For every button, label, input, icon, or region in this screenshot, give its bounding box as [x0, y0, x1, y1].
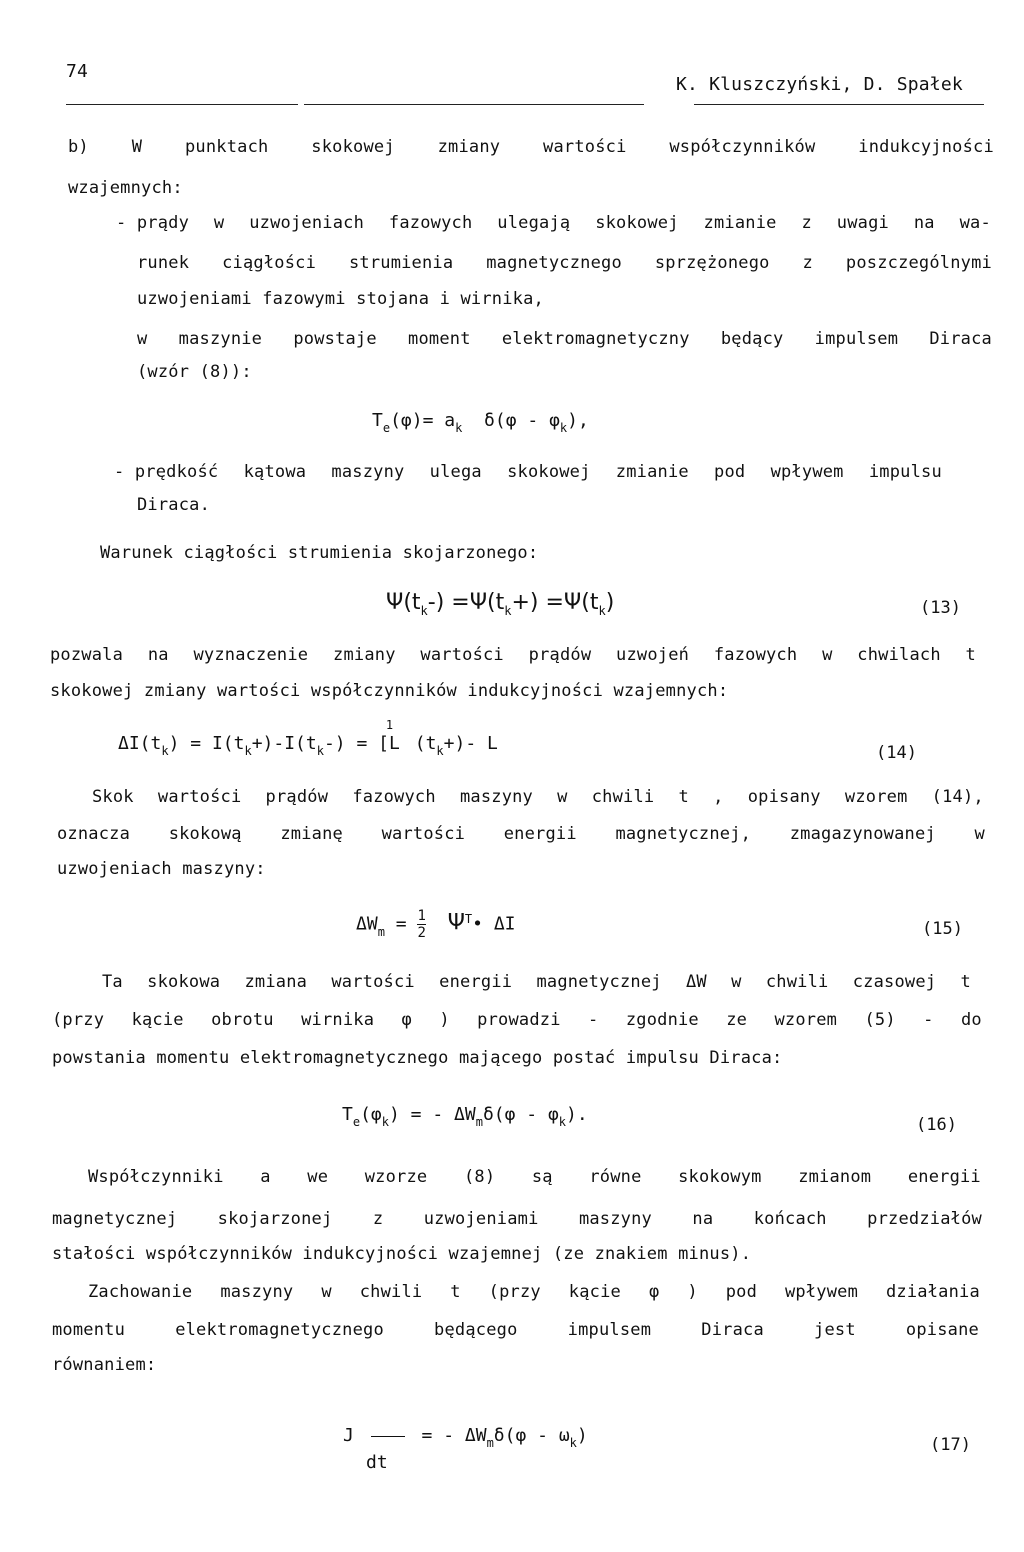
word: na	[147, 645, 169, 665]
word: Ta	[102, 972, 123, 992]
text-line: stałości współczynników indukcyjności wzajemnej (ze znakiem minus).	[52, 1244, 752, 1264]
word: Współczynniki	[88, 1167, 224, 1187]
word: kącie	[568, 1282, 621, 1302]
text-line	[88, 1284, 980, 1301]
equation-15: $\Delta W_m$ = $\frac{1}{2}$ $\Psi^T•$ ΔI	[356, 908, 516, 941]
word: t	[960, 972, 971, 992]
word: fazowych	[388, 213, 473, 233]
word: elektromagnetycznego	[175, 1320, 384, 1340]
word: impulsem	[814, 329, 899, 349]
text-line	[88, 1169, 981, 1186]
word: prądów	[265, 787, 329, 807]
word: ,	[713, 787, 724, 807]
text-line	[92, 789, 984, 806]
equation-number-14: (14)	[876, 743, 917, 763]
word: kątowa	[243, 462, 307, 482]
word: powstaje	[293, 329, 377, 349]
word: runek	[137, 253, 190, 273]
word: t	[678, 787, 689, 807]
word: pozwala	[50, 645, 124, 665]
word: równe	[589, 1167, 642, 1187]
word: - prądy	[116, 213, 190, 233]
text-line	[68, 139, 994, 156]
word: z	[801, 213, 812, 233]
word: energii	[907, 1167, 981, 1187]
word: wartości	[381, 824, 466, 844]
word: wyznaczenie	[193, 645, 309, 665]
word: zmagazynowanej	[789, 824, 936, 844]
word: skokowej	[311, 137, 395, 157]
header-rule	[304, 104, 644, 105]
header-rule	[66, 104, 298, 105]
word: w	[213, 213, 225, 233]
word: na	[913, 213, 935, 233]
word: wartości	[157, 787, 242, 807]
word: )	[687, 1282, 698, 1302]
word: sprzężonego	[654, 253, 770, 273]
word: magnetycznego	[486, 253, 622, 273]
word: impulsu	[868, 462, 942, 482]
word: elektromagnetyczny	[501, 329, 690, 349]
word: opisane	[905, 1320, 979, 1340]
word: W	[131, 137, 143, 157]
word: ΔW	[685, 972, 707, 992]
text-line	[50, 647, 976, 664]
word: punktach	[184, 137, 269, 157]
word: chwili	[591, 787, 655, 807]
word: ulega	[429, 462, 482, 482]
word: (5)	[864, 1010, 896, 1030]
word: we	[307, 1167, 329, 1187]
word: wzorem	[774, 1010, 838, 1030]
equation-number-16: (16)	[916, 1115, 957, 1135]
word: )	[439, 1010, 450, 1030]
equation-14: $\Delta I(t_k) = I(t_k+)-I(t_k-) = [L^1$ $(t_k+)-$ L	[118, 718, 498, 758]
word: zmianę	[280, 824, 343, 844]
word: wa-	[959, 213, 991, 233]
word: wartości	[331, 972, 415, 992]
page-number: 74	[66, 61, 89, 82]
word: opisany	[747, 787, 821, 807]
word: magnetycznej	[536, 972, 662, 992]
word: ciągłości	[222, 253, 317, 273]
equation-16: $T_e(\varphi_k)$ = - $\Delta W_m\delta(\varphi - \varphi_k)$.	[342, 1104, 588, 1129]
word: chwilach	[857, 645, 941, 665]
equation-13: $\Psi(t_k-) =\Psi(t_k+) =\Psi(t_k)$	[386, 590, 615, 618]
word: prądów	[528, 645, 592, 665]
word: Zachowanie	[88, 1282, 193, 1302]
text-line	[114, 464, 942, 481]
word: wzorze	[364, 1167, 428, 1187]
word: t	[450, 1282, 461, 1302]
word: będącego	[434, 1320, 518, 1340]
word: chwili	[359, 1282, 423, 1302]
word: wirnika	[301, 1010, 375, 1030]
header-rule	[694, 104, 984, 105]
word: są	[531, 1167, 553, 1187]
equation-17-denominator: dt	[366, 1452, 388, 1473]
word: (przy	[52, 1010, 105, 1030]
word: b)	[68, 137, 89, 157]
word: uzwojeniami	[423, 1209, 539, 1229]
equation-17: J = - $\Delta W_m\delta(\varphi - \omega_k)$	[343, 1425, 588, 1450]
word: Skok	[92, 787, 134, 807]
word: jest	[814, 1320, 856, 1340]
word: - prędkość	[114, 462, 219, 482]
text-line: powstania momentu elektromagnetycznego mającego postać impulsu Diraca:	[52, 1048, 783, 1068]
text-line: Warunek ciągłości strumienia skojarzonego:	[100, 543, 539, 563]
word: czasowej	[852, 972, 937, 992]
word: maszyny	[331, 462, 405, 482]
text-line	[116, 215, 991, 232]
word: impulsem	[567, 1320, 652, 1340]
word: działania	[885, 1282, 980, 1302]
text-line	[52, 1322, 979, 1339]
word: zmianie	[615, 462, 689, 482]
word: maszyny	[220, 1282, 294, 1302]
word: energii	[439, 972, 513, 992]
word: skokowa	[147, 972, 221, 992]
word: maszyny	[459, 787, 533, 807]
word: ze	[726, 1010, 748, 1030]
word: z	[372, 1209, 384, 1229]
word: magnetycznej,	[615, 824, 752, 844]
word: będący	[720, 329, 784, 349]
word: skokowej	[595, 213, 679, 233]
word: -	[588, 1010, 599, 1030]
equation-number-15: (15)	[922, 919, 963, 939]
word: φ	[648, 1282, 660, 1302]
word: -	[923, 1010, 934, 1030]
word: maszyny	[578, 1209, 652, 1229]
word: Diraca	[701, 1320, 764, 1340]
word: pod	[714, 462, 746, 482]
word: φ	[401, 1010, 412, 1030]
word: chwili	[765, 972, 829, 992]
word: ulegają	[497, 213, 571, 233]
text-line: uzwojeniach maszyny:	[57, 859, 266, 879]
equation-number-13: (13)	[920, 598, 961, 618]
text-line	[137, 255, 992, 272]
word: skokową	[168, 824, 242, 844]
header-authors: K. Kluszczyński, D. Spałek	[676, 74, 963, 95]
word: wpływem	[784, 1282, 859, 1302]
word: skokowym	[678, 1167, 762, 1187]
text-line: równaniem:	[52, 1355, 157, 1375]
equation-number-17: (17)	[930, 1435, 971, 1455]
word: wartości	[543, 137, 627, 157]
word: w	[557, 787, 568, 807]
text-line	[52, 1012, 982, 1029]
word: kącie	[131, 1010, 184, 1030]
word: moment	[408, 329, 471, 349]
text-line: Diraca.	[137, 495, 211, 515]
word: obrotu	[211, 1010, 274, 1030]
word: strumienia	[348, 253, 454, 273]
word: energii	[503, 824, 577, 844]
word: uwagi	[836, 213, 889, 233]
word: zmianom	[798, 1167, 872, 1187]
equation-8: $T_e(\varphi)= a_k$ $\delta(\varphi - \varphi_k)$,	[372, 410, 589, 435]
word: zgodnie	[625, 1010, 699, 1030]
word: wartości	[420, 645, 504, 665]
word: (14),	[931, 787, 984, 807]
word: wzorem	[844, 787, 908, 807]
word: z	[802, 253, 813, 273]
word: a	[260, 1167, 271, 1187]
text-line: skokowej zmiany wartości współczynników indukcyjności wzajemnych:	[50, 681, 729, 701]
word: przedziałów	[867, 1209, 982, 1229]
word: końcach	[753, 1209, 827, 1229]
word: skojarzonej	[217, 1209, 333, 1229]
text-line: (wzór (8)):	[137, 362, 252, 382]
word: (8)	[463, 1167, 496, 1187]
word: zmiana	[244, 972, 308, 992]
word: w	[822, 645, 833, 665]
word: skokowej	[507, 462, 591, 482]
word: (przy	[488, 1282, 541, 1302]
text-line	[52, 1211, 982, 1228]
word: poszczególnymi	[845, 253, 992, 273]
text-line	[137, 331, 992, 348]
word: magnetycznej	[52, 1209, 178, 1229]
word: fazowych	[352, 787, 436, 807]
word: zmiany	[333, 645, 396, 665]
word: zmianie	[703, 213, 777, 233]
text-line	[57, 826, 985, 843]
text-line	[102, 974, 971, 991]
word: do	[960, 1010, 982, 1030]
word: w	[974, 824, 985, 844]
word: wpływem	[770, 462, 844, 482]
word: w	[731, 972, 742, 992]
word: na	[692, 1209, 714, 1229]
word: momentu	[52, 1320, 126, 1340]
word: prowadzi	[477, 1010, 561, 1030]
word: fazowych	[713, 645, 798, 665]
word: zmiany	[437, 137, 501, 157]
word: uzwojeniach	[249, 213, 365, 233]
text-line: uzwojeniami fazowymi stojana i wirnika,	[137, 289, 544, 309]
word: indukcyjności	[858, 137, 994, 157]
word: t	[965, 645, 976, 665]
word: maszynie	[178, 329, 263, 349]
word: pod	[725, 1282, 758, 1302]
word: Diraca	[929, 329, 992, 349]
word: współczynników	[669, 137, 816, 157]
word: uzwojeń	[616, 645, 690, 665]
word: w	[137, 329, 148, 349]
word: oznacza	[57, 824, 131, 844]
text-line: wzajemnych:	[68, 178, 183, 198]
word: w	[321, 1282, 332, 1302]
